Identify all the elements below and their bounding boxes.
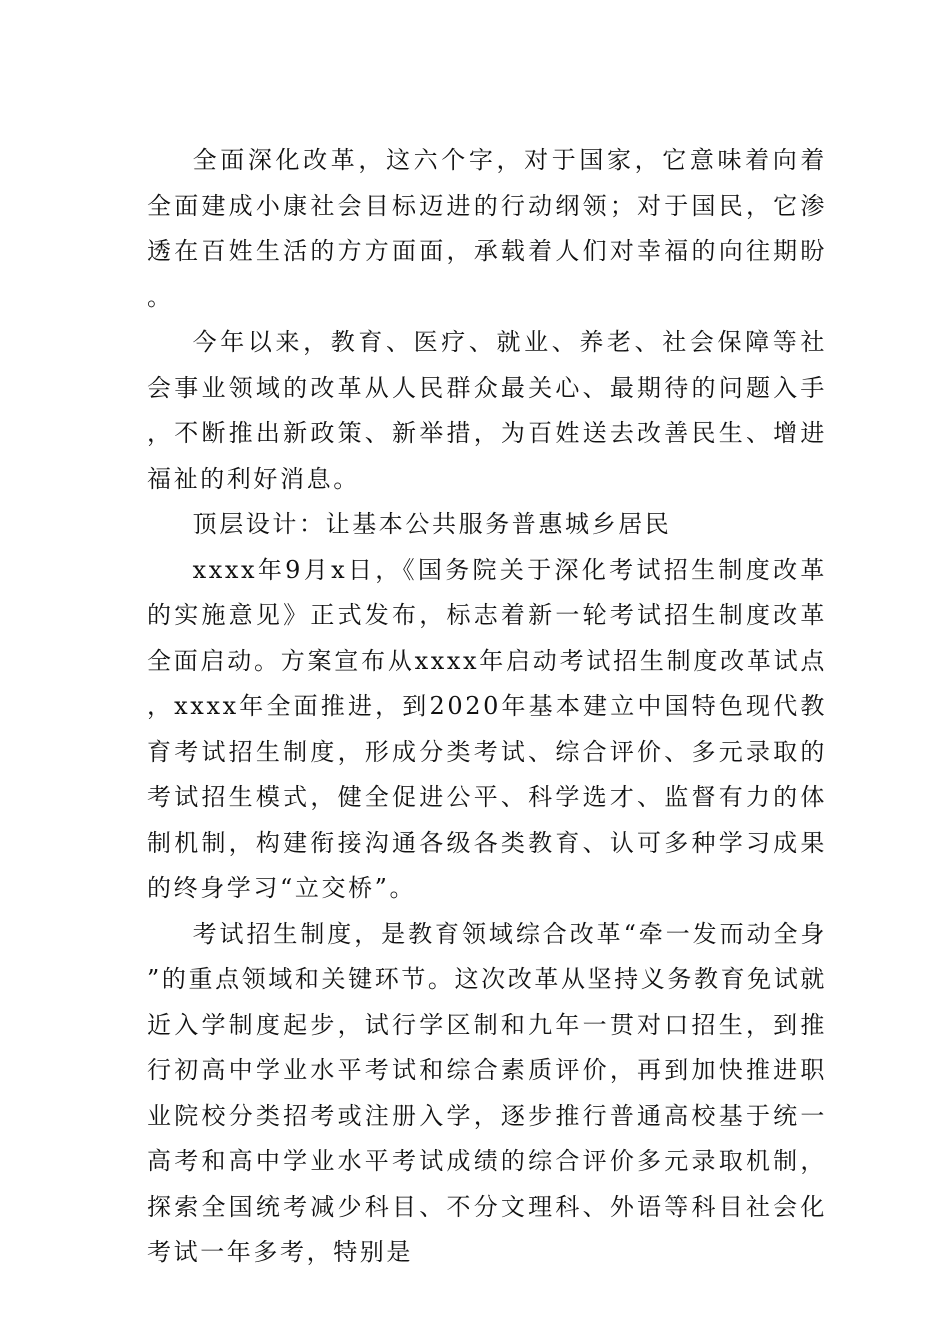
paragraph-2: 今年以来，教育、医疗、就业、养老、社会保障等社会事业领域的改革从人民群众最关心、最期待的问题入手，不断推出新政策、新举措，为百姓送去改善民生、增进福祉的利好消息。 [147,328,827,493]
document-body [147,138,827,1276]
paragraph-1: 全面深化改革，这六个字，对于国家，它意味着向着全面建成小康社会目标迈进的行动纲领；对于国民，它渗透在百姓生活的方方面面，承载着人们对幸福的向往期盼。 [147,146,827,311]
paragraph-4: 考试招生制度，是教育领域综合改革“牵一发而动全身”的重点领域和关键环节。这次改革从坚持义务教育免试就近入学制度起步，试行学区制和九年一贯对口招生，到推行初高中学业水平考试和综合素质评价，再到加快推进职业院校分类招考或注册入学，逐步推行普通高校基于统一高考和高中学业水平考试成绩的综合评价多元录取机制，探索全国统考减少科目、不分文理科、外语等科目社会化考试一年多考，特别是 [147,919,827,1266]
paragraph-3: xxxx年9月x日，《国务院关于深化考试招生制度改革的实施意见》正式发布，标志着新一轮考试招生制度改革全面启动。方案宣布从xxxx年启动考试招生制度改革试点，xxxx年全面推进，到2020年基本建立中国特色现代教育考试招生制度，形成分类考试、综合评价、多元录取的考试招生模式，健全促进公平、科学选才、监督有力的体制机制，构建衔接沟通各级各类教育、认可多种学习成果的终身学习“立交桥”。 [147,555,827,902]
section-heading: 顶层设计：让基本公共服务普惠城乡居民 [192,510,672,538]
